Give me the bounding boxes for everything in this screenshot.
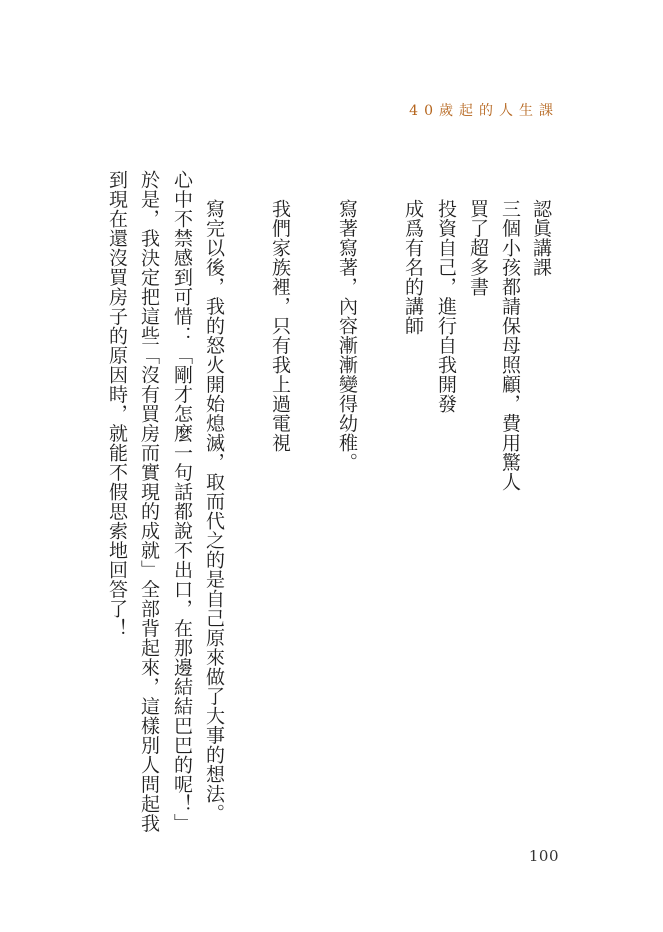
running-title: 40歲起的人生課 [409,103,559,119]
text-line: 我們家族裡，只有我上過電視 [269,199,291,453]
text-line: 認眞講課 [530,199,552,277]
text-line: 寫完以後，我的怒火開始熄滅，取而代之的是自己原來做了大事的想法。 [203,199,225,823]
text-line: 於是，我決定把這些「沒有買房而實現的成就」全部背起來，這樣別人問起我 [138,170,160,833]
text-line: 三個小孩都請保母照顧，費用驚人 [499,199,521,492]
page-number: 100 [528,847,559,865]
text-line: 心中不禁感到可惜：「剛才怎麼一句話都說不出口，在那邊結結巴巴的呢！」 [171,170,193,833]
text-line: 到現在還沒買房子的原因時，就能不假思索地回答了！ [106,170,128,638]
text-line: 投資自己，進行自我開發 [435,199,457,414]
text-line: 寫著寫著，內容漸漸變得幼稚。 [336,199,358,472]
text-line: 成爲有名的講師 [402,199,424,336]
text-line: 買了超多書 [467,199,489,297]
